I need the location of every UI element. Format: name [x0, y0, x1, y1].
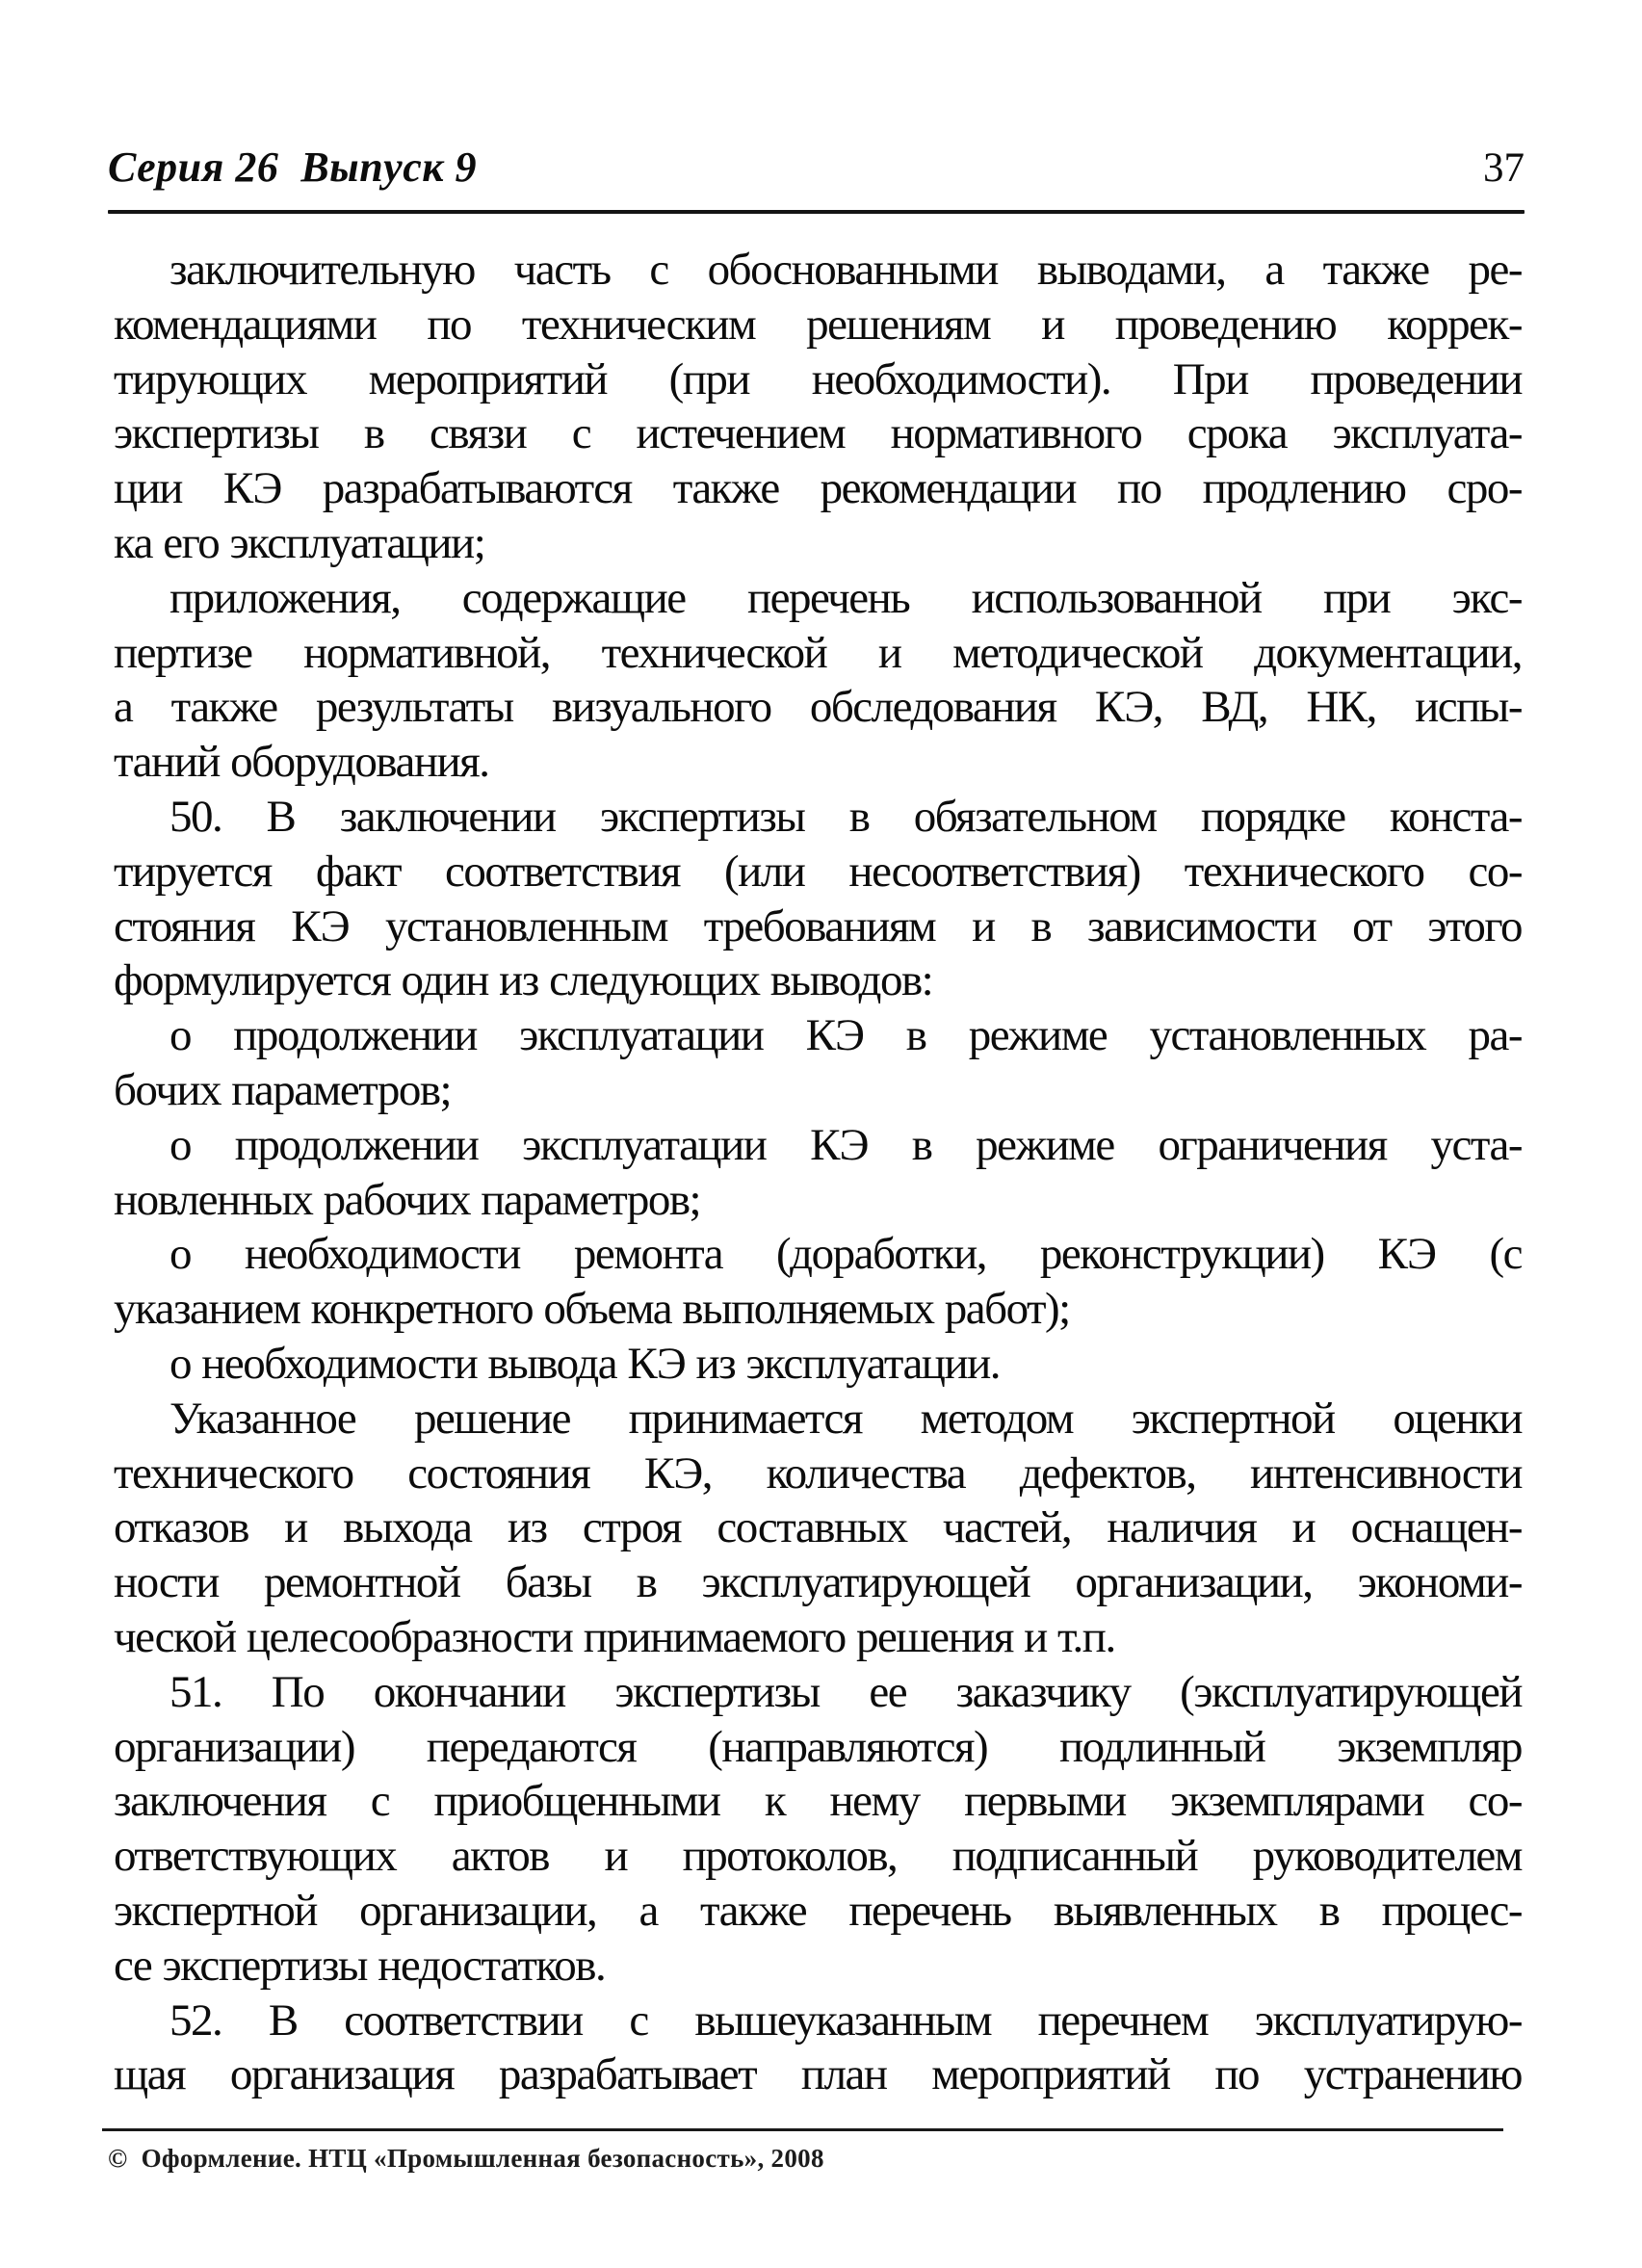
copyright-text: © Оформление. НТЦ «Промышленная безопасность», 2008	[108, 2144, 824, 2173]
text-line: а также результаты визуального обследования КЭ, ВД, НК, испы-	[114, 682, 1522, 733]
paragraph	[114, 1118, 1522, 1228]
paragraph	[114, 1337, 1522, 1392]
paragraph	[114, 243, 1522, 571]
text-line: 50. В заключении экспертизы в обязательном порядке конста-	[169, 791, 1522, 842]
paragraph	[114, 1008, 1522, 1118]
text-line: технического состояния КЭ, количества дефектов, интенсивности	[114, 1447, 1522, 1499]
text-line: заключительную часть с обоснованными выводами, а также ре-	[169, 245, 1522, 295]
text-line: Указанное решение принимается методом экспертной оценки	[169, 1393, 1522, 1444]
text-line: новленных рабочих параметров;	[114, 1174, 701, 1225]
paragraph	[114, 1994, 1522, 2103]
paragraph	[114, 571, 1522, 790]
text-line: отказов и выхода из строя составных частей, наличия и оснащен-	[114, 1502, 1522, 1553]
text-line: организации) передаются (направляются) подлинный экземпляр	[114, 1721, 1522, 1772]
text-line: ка его эксплуатации;	[114, 517, 485, 568]
text-line: тируется факт соответствия (или несоответствия) технического со-	[114, 846, 1522, 897]
text-line: заключения с приобщенными к нему первыми экземплярами со-	[114, 1776, 1522, 1827]
text-line: о необходимости ремонта (доработки, реконструкции) КЭ (с	[169, 1229, 1522, 1280]
text-line: о необходимости вывода КЭ из эксплуатации.	[169, 1338, 1001, 1389]
body-text	[114, 243, 1522, 2102]
text-line: приложения, содержащие перечень использованной при экс-	[169, 572, 1522, 623]
series-issue-label: Серия 26 Выпуск 9	[108, 143, 478, 191]
text-line: ответствующих актов и протоколов, подписанный руководителем	[114, 1831, 1522, 1882]
text-line: ческой целесообразности принимаемого решения и т.п.	[114, 1611, 1115, 1662]
text-line: указанием конкретного объема выполняемых работ);	[114, 1284, 1070, 1335]
paragraph	[114, 1665, 1522, 1994]
text-line: экспертной организации, а также перечень выявленных в процес-	[114, 1885, 1522, 1936]
text-line: пертизе нормативной, технической и методической документации,	[114, 627, 1522, 678]
paragraph	[114, 1227, 1522, 1337]
text-line: таний оборудования.	[114, 737, 489, 788]
text-line: формулируется один из следующих выводов:	[114, 955, 933, 1006]
text-line: се экспертизы недостатков.	[114, 1940, 606, 1991]
page-header	[108, 143, 1525, 192]
text-line: о продолжении эксплуатации КЭ в режиме установленных ра-	[169, 1010, 1522, 1061]
footer-rule	[102, 2128, 1503, 2131]
page-number: 37	[1483, 145, 1525, 191]
text-line: стояния КЭ установленным требованиям и в зависимости от этого	[114, 900, 1522, 952]
text-line: о продолжении эксплуатации КЭ в режиме ограничения уста-	[169, 1119, 1522, 1170]
text-line: 51. По окончании экспертизы ее заказчику (эксплуатирующей	[169, 1666, 1522, 1717]
text-line: бочих параметров;	[114, 1064, 452, 1115]
text-line: комендациями по техническим решениям и проведению коррек-	[114, 299, 1522, 350]
paragraph	[114, 790, 1522, 1008]
header-rule	[108, 210, 1525, 214]
text-line: 52. В соответствии с вышеуказанным перечнем эксплуатирую-	[169, 1994, 1522, 2046]
text-line: ности ремонтной базы в эксплуатирующей организации, экономи-	[114, 1557, 1522, 1608]
text-line: тирующих мероприятий (при необходимости). При проведении	[114, 353, 1522, 404]
text-line: экспертизы в связи с истечением нормативного срока эксплуата-	[114, 408, 1522, 459]
text-line: ции КЭ разрабатываются также рекомендации по продлению сро-	[114, 463, 1522, 514]
paragraph	[114, 1392, 1522, 1665]
text-line: щая организация разрабатывает план мероприятий по устранению	[114, 2049, 1522, 2100]
